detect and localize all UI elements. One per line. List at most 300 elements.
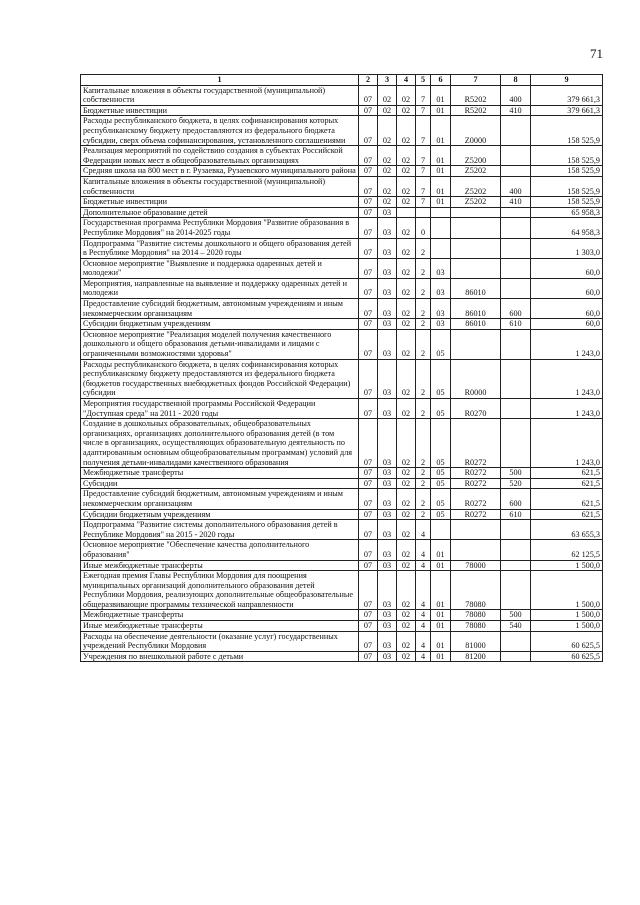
table-row	[81, 105, 603, 116]
activity-code-cell: 01	[431, 560, 451, 571]
amount-cell: 158 525,9	[531, 176, 603, 196]
expense-name-cell: Субсидии	[81, 478, 359, 489]
subprogram-code-cell: 2	[416, 509, 431, 520]
section-code-cell: 07	[359, 207, 378, 218]
subsection-code-cell: 02	[378, 197, 397, 208]
header-cell: 9	[531, 75, 603, 86]
expense-type-code-cell: 400	[501, 85, 531, 105]
subprogram-code-cell: 7	[416, 176, 431, 196]
expense-name-cell: Основное мероприятие "Обеспечение качества дополнительного образования"	[81, 540, 359, 560]
subprogram-code-cell: 2	[416, 478, 431, 489]
expense-name-cell: Мероприятия, направленные на выявление и поддержку одаренных детей и молодежи	[81, 278, 359, 298]
section-code-cell: 07	[359, 218, 378, 238]
subprogram-code-cell: 0	[416, 218, 431, 238]
section-code-cell: 07	[359, 509, 378, 520]
table-row	[81, 329, 603, 359]
section-code-cell: 07	[359, 258, 378, 278]
section-code-cell: 07	[359, 621, 378, 632]
section-code-cell: 07	[359, 176, 378, 196]
activity-code-cell: 05	[431, 359, 451, 398]
direction-code-cell: R0272	[451, 489, 501, 509]
expense-name-cell: Средняя школа на 800 мест в г. Рузаевка, Рузаевского муниципального района	[81, 166, 359, 177]
program-code-cell: 02	[397, 468, 416, 479]
direction-code-cell: 78000	[451, 560, 501, 571]
header-cell: 5	[416, 75, 431, 86]
subsection-code-cell: 03	[378, 651, 397, 662]
direction-code-cell	[451, 258, 501, 278]
subprogram-code-cell: 2	[416, 399, 431, 419]
table-header-row	[81, 75, 603, 86]
direction-code-cell: R0272	[451, 419, 501, 468]
subprogram-code-cell: 7	[416, 197, 431, 208]
table-row	[81, 238, 603, 258]
amount-cell: 621,5	[531, 468, 603, 479]
subsection-code-cell: 03	[378, 319, 397, 330]
direction-code-cell: Z5200	[451, 146, 501, 166]
section-code-cell: 07	[359, 85, 378, 105]
program-code-cell	[397, 207, 416, 218]
program-code-cell: 02	[397, 105, 416, 116]
section-code-cell: 07	[359, 489, 378, 509]
expense-name-cell: Капитальные вложения в объекты государственной (муниципальной) собственности	[81, 85, 359, 105]
amount-cell: 379 661,3	[531, 85, 603, 105]
subsection-code-cell: 03	[378, 218, 397, 238]
subsection-code-cell: 02	[378, 166, 397, 177]
expense-name-cell: Субсидии бюджетным учреждениям	[81, 319, 359, 330]
section-code-cell: 07	[359, 359, 378, 398]
activity-code-cell	[431, 238, 451, 258]
subsection-code-cell: 02	[378, 116, 397, 146]
activity-code-cell: 01	[431, 631, 451, 651]
program-code-cell: 02	[397, 166, 416, 177]
expense-name-cell: Иные межбюджетные трансферты	[81, 621, 359, 632]
subprogram-code-cell: 7	[416, 105, 431, 116]
subprogram-code-cell: 7	[416, 116, 431, 146]
expense-name-cell: Учреждения по внешкольной работе с детьми	[81, 651, 359, 662]
activity-code-cell	[431, 207, 451, 218]
direction-code-cell: 81200	[451, 651, 501, 662]
subprogram-code-cell: 4	[416, 621, 431, 632]
subsection-code-cell: 03	[378, 489, 397, 509]
program-code-cell: 02	[397, 610, 416, 621]
direction-code-cell: 86010	[451, 278, 501, 298]
subsection-code-cell: 03	[378, 278, 397, 298]
amount-cell: 621,5	[531, 509, 603, 520]
subsection-code-cell: 03	[378, 359, 397, 398]
subsection-code-cell: 03	[378, 419, 397, 468]
expense-name-cell: Основное мероприятие "Выявление и поддержка одаренных детей и молодежи"	[81, 258, 359, 278]
table-row	[81, 207, 603, 218]
subsection-code-cell: 02	[378, 105, 397, 116]
header-cell: 3	[378, 75, 397, 86]
table-row	[81, 468, 603, 479]
subsection-code-cell: 03	[378, 207, 397, 218]
amount-cell: 1 243,0	[531, 329, 603, 359]
direction-code-cell: Z5202	[451, 176, 501, 196]
program-code-cell: 02	[397, 419, 416, 468]
table-row	[81, 419, 603, 468]
program-code-cell: 02	[397, 146, 416, 166]
section-code-cell: 07	[359, 610, 378, 621]
subprogram-code-cell: 7	[416, 146, 431, 166]
expense-name-cell: Предоставление субсидий бюджетным, автономным учреждениям и иным некоммерческим организациям	[81, 299, 359, 319]
table-row	[81, 116, 603, 146]
program-code-cell: 02	[397, 329, 416, 359]
subsection-code-cell: 03	[378, 399, 397, 419]
program-code-cell: 02	[397, 116, 416, 146]
direction-code-cell	[451, 218, 501, 238]
subprogram-code-cell: 4	[416, 610, 431, 621]
table-row	[81, 610, 603, 621]
section-code-cell: 07	[359, 468, 378, 479]
subprogram-code-cell: 4	[416, 520, 431, 540]
amount-cell: 1 500,0	[531, 610, 603, 621]
expense-type-code-cell	[501, 359, 531, 398]
direction-code-cell	[451, 540, 501, 560]
section-code-cell: 07	[359, 105, 378, 116]
amount-cell: 60,0	[531, 258, 603, 278]
direction-code-cell	[451, 329, 501, 359]
direction-code-cell: R0270	[451, 399, 501, 419]
subsection-code-cell: 03	[378, 478, 397, 489]
subprogram-code-cell: 4	[416, 651, 431, 662]
expense-name-cell: Подпрограмма "Развитие системы дошкольного и общего образования детей в Республике Мордовия" на 2014 – 2020 годы	[81, 238, 359, 258]
header-cell: 7	[451, 75, 501, 86]
expense-type-code-cell: 500	[501, 468, 531, 479]
table-row	[81, 176, 603, 196]
subprogram-code-cell: 4	[416, 560, 431, 571]
expense-name-cell: Иные межбюджетные трансферты	[81, 560, 359, 571]
amount-cell: 158 525,9	[531, 116, 603, 146]
expense-name-cell: Межбюджетные трансферты	[81, 468, 359, 479]
subprogram-code-cell: 2	[416, 329, 431, 359]
direction-code-cell	[451, 238, 501, 258]
table-row	[81, 489, 603, 509]
expense-type-code-cell: 400	[501, 176, 531, 196]
activity-code-cell: 01	[431, 166, 451, 177]
program-code-cell: 02	[397, 399, 416, 419]
table-row	[81, 258, 603, 278]
expense-type-code-cell: 540	[501, 621, 531, 632]
table-row	[81, 299, 603, 319]
amount-cell: 1 243,0	[531, 359, 603, 398]
subprogram-code-cell: 4	[416, 571, 431, 610]
header-cell: 8	[501, 75, 531, 86]
table-row	[81, 509, 603, 520]
activity-code-cell: 01	[431, 651, 451, 662]
amount-cell: 65 958,3	[531, 207, 603, 218]
amount-cell: 62 125,5	[531, 540, 603, 560]
expense-type-code-cell	[501, 238, 531, 258]
direction-code-cell: Z0000	[451, 116, 501, 146]
expense-name-cell: Бюджетные инвестиции	[81, 105, 359, 116]
expense-type-code-cell: 520	[501, 478, 531, 489]
expense-type-code-cell: 610	[501, 509, 531, 520]
table-row	[81, 319, 603, 330]
direction-code-cell: Z5202	[451, 166, 501, 177]
amount-cell: 1 500,0	[531, 571, 603, 610]
amount-cell: 621,5	[531, 489, 603, 509]
expense-type-code-cell	[501, 278, 531, 298]
amount-cell: 63 655,3	[531, 520, 603, 540]
subsection-code-cell: 03	[378, 621, 397, 632]
table-row	[81, 218, 603, 238]
amount-cell: 60,0	[531, 299, 603, 319]
program-code-cell: 02	[397, 299, 416, 319]
amount-cell: 1 243,0	[531, 399, 603, 419]
expense-type-code-cell	[501, 419, 531, 468]
amount-cell: 1 500,0	[531, 621, 603, 632]
amount-cell: 1 243,0	[531, 419, 603, 468]
direction-code-cell: R0000	[451, 359, 501, 398]
program-code-cell: 02	[397, 571, 416, 610]
expense-type-code-cell	[501, 207, 531, 218]
amount-cell: 621,5	[531, 478, 603, 489]
activity-code-cell: 03	[431, 278, 451, 298]
expense-type-code-cell	[501, 329, 531, 359]
table-row	[81, 560, 603, 571]
section-code-cell: 07	[359, 197, 378, 208]
program-code-cell: 02	[397, 278, 416, 298]
expense-name-cell: Субсидии бюджетным учреждениям	[81, 509, 359, 520]
table-row	[81, 631, 603, 651]
activity-code-cell	[431, 520, 451, 540]
table-row	[81, 85, 603, 105]
program-code-cell: 02	[397, 359, 416, 398]
subsection-code-cell: 02	[378, 85, 397, 105]
subprogram-code-cell: 2	[416, 258, 431, 278]
direction-code-cell: Z5202	[451, 197, 501, 208]
amount-cell: 60 625,5	[531, 631, 603, 651]
subsection-code-cell: 03	[378, 509, 397, 520]
expense-type-code-cell	[501, 651, 531, 662]
expense-type-code-cell	[501, 399, 531, 419]
section-code-cell: 07	[359, 419, 378, 468]
section-code-cell: 07	[359, 540, 378, 560]
direction-code-cell: 78080	[451, 621, 501, 632]
table-row	[81, 478, 603, 489]
expense-name-cell: Государственная программа Республики Мордовия "Развитие образования в Республике Мордовия" на 2014-2025 годы	[81, 218, 359, 238]
amount-cell: 64 958,3	[531, 218, 603, 238]
header-cell: 6	[431, 75, 451, 86]
amount-cell: 158 525,9	[531, 197, 603, 208]
header-cell: 1	[81, 75, 359, 86]
subsection-code-cell: 03	[378, 329, 397, 359]
activity-code-cell: 05	[431, 399, 451, 419]
activity-code-cell: 01	[431, 176, 451, 196]
expense-type-code-cell	[501, 520, 531, 540]
program-code-cell: 02	[397, 258, 416, 278]
budget-table	[80, 74, 603, 662]
subprogram-code-cell: 2	[416, 278, 431, 298]
expense-type-code-cell	[501, 258, 531, 278]
program-code-cell: 02	[397, 319, 416, 330]
direction-code-cell: 86010	[451, 299, 501, 319]
direction-code-cell: R0272	[451, 478, 501, 489]
expense-name-cell: Дополнительное образование детей	[81, 207, 359, 218]
expense-name-cell: Предоставление субсидий бюджетным, автономным учреждениям и иным некоммерческим организациям	[81, 489, 359, 509]
direction-code-cell	[451, 520, 501, 540]
page-number: 71	[590, 46, 603, 61]
activity-code-cell: 03	[431, 258, 451, 278]
subsection-code-cell: 03	[378, 238, 397, 258]
activity-code-cell: 03	[431, 299, 451, 319]
expense-type-code-cell	[501, 631, 531, 651]
program-code-cell: 02	[397, 631, 416, 651]
direction-code-cell: R5202	[451, 105, 501, 116]
expense-name-cell: Основное мероприятие "Реализация моделей получения качественного дошкольного и общего образования детьми-инвалидами и лицами с ограниченными возможностями здоровья"	[81, 329, 359, 359]
program-code-cell: 02	[397, 509, 416, 520]
amount-cell: 60,0	[531, 278, 603, 298]
expense-type-code-cell	[501, 116, 531, 146]
table-row	[81, 621, 603, 632]
expense-name-cell: Ежегодная премия Главы Республики Мордовия для поощрения муниципальных организаций дополнительного образования детей Республики Мордовия, реализующих дополнительные общеобразовательные общеразвивающие программы технической направленности	[81, 571, 359, 610]
amount-cell: 158 525,9	[531, 146, 603, 166]
activity-code-cell: 05	[431, 489, 451, 509]
section-code-cell: 07	[359, 146, 378, 166]
activity-code-cell: 03	[431, 319, 451, 330]
expense-type-code-cell	[501, 166, 531, 177]
subprogram-code-cell: 4	[416, 631, 431, 651]
program-code-cell: 02	[397, 651, 416, 662]
activity-code-cell: 01	[431, 85, 451, 105]
subprogram-code-cell: 7	[416, 85, 431, 105]
subprogram-code-cell: 7	[416, 166, 431, 177]
subsection-code-cell: 03	[378, 571, 397, 610]
program-code-cell: 02	[397, 478, 416, 489]
direction-code-cell	[451, 207, 501, 218]
expense-type-code-cell: 410	[501, 197, 531, 208]
subsection-code-cell: 03	[378, 299, 397, 319]
activity-code-cell: 01	[431, 610, 451, 621]
section-code-cell: 07	[359, 651, 378, 662]
amount-cell: 60,0	[531, 319, 603, 330]
amount-cell: 379 661,3	[531, 105, 603, 116]
expense-type-code-cell	[501, 146, 531, 166]
program-code-cell: 02	[397, 520, 416, 540]
table-row	[81, 571, 603, 610]
expense-name-cell: Капитальные вложения в объекты государственной (муниципальной) собственности	[81, 176, 359, 196]
subprogram-code-cell: 2	[416, 299, 431, 319]
subprogram-code-cell: 2	[416, 238, 431, 258]
expense-type-code-cell: 600	[501, 299, 531, 319]
subsection-code-cell: 03	[378, 520, 397, 540]
amount-cell: 1 303,0	[531, 238, 603, 258]
expense-type-code-cell	[501, 560, 531, 571]
subprogram-code-cell	[416, 207, 431, 218]
activity-code-cell: 01	[431, 621, 451, 632]
table-row	[81, 197, 603, 208]
table-row	[81, 520, 603, 540]
table-row	[81, 399, 603, 419]
section-code-cell: 07	[359, 560, 378, 571]
program-code-cell: 02	[397, 176, 416, 196]
direction-code-cell: R0272	[451, 468, 501, 479]
expense-type-code-cell: 410	[501, 105, 531, 116]
section-code-cell: 07	[359, 520, 378, 540]
expense-type-code-cell	[501, 218, 531, 238]
table-row	[81, 540, 603, 560]
direction-code-cell: 81000	[451, 631, 501, 651]
section-code-cell: 07	[359, 319, 378, 330]
program-code-cell: 02	[397, 540, 416, 560]
subprogram-code-cell: 2	[416, 489, 431, 509]
section-code-cell: 07	[359, 166, 378, 177]
expense-type-code-cell: 500	[501, 610, 531, 621]
section-code-cell: 07	[359, 399, 378, 419]
expense-type-code-cell	[501, 571, 531, 610]
activity-code-cell: 01	[431, 540, 451, 560]
program-code-cell: 02	[397, 621, 416, 632]
activity-code-cell: 01	[431, 146, 451, 166]
section-code-cell: 07	[359, 478, 378, 489]
program-code-cell: 02	[397, 560, 416, 571]
expense-name-cell: Межбюджетные трансферты	[81, 610, 359, 621]
table-row	[81, 359, 603, 398]
subsection-code-cell: 03	[378, 540, 397, 560]
direction-code-cell: 78080	[451, 571, 501, 610]
activity-code-cell: 05	[431, 329, 451, 359]
activity-code-cell: 01	[431, 197, 451, 208]
section-code-cell: 07	[359, 238, 378, 258]
amount-cell: 158 525,9	[531, 166, 603, 177]
program-code-cell: 02	[397, 218, 416, 238]
amount-cell: 60 625,5	[531, 651, 603, 662]
section-code-cell: 07	[359, 116, 378, 146]
activity-code-cell: 01	[431, 571, 451, 610]
expense-name-cell: Подпрограмма "Развитие системы дополнительного образования детей в Республике Мордовия" на 2015 - 2020 годы	[81, 520, 359, 540]
section-code-cell: 07	[359, 571, 378, 610]
direction-code-cell: 78080	[451, 610, 501, 621]
subsection-code-cell: 03	[378, 610, 397, 621]
expense-name-cell: Реализация мероприятий по содействию создания в субъектах Российской Федерации новых мест в общеобразовательных организациях	[81, 146, 359, 166]
activity-code-cell: 05	[431, 419, 451, 468]
section-code-cell: 07	[359, 631, 378, 651]
section-code-cell: 07	[359, 329, 378, 359]
subprogram-code-cell: 2	[416, 359, 431, 398]
expense-name-cell: Расходы на обеспечение деятельности (оказание услуг) государственных учреждений Республики Мордовия	[81, 631, 359, 651]
program-code-cell: 02	[397, 238, 416, 258]
section-code-cell: 07	[359, 299, 378, 319]
direction-code-cell: 86010	[451, 319, 501, 330]
table-row	[81, 146, 603, 166]
activity-code-cell: 01	[431, 105, 451, 116]
subprogram-code-cell: 4	[416, 540, 431, 560]
table-row	[81, 278, 603, 298]
activity-code-cell: 05	[431, 509, 451, 520]
expense-name-cell: Расходы республиканского бюджета, в целях софинансирования которых республиканскому бюджету предоставляются из федерального бюджета (бюджетов государственных внебюджетных фондов Российской Федерации) субсидии	[81, 359, 359, 398]
subprogram-code-cell: 2	[416, 468, 431, 479]
program-code-cell: 02	[397, 85, 416, 105]
expense-name-cell: Мероприятия государственной программы Российской Федерации "Доступная среда" на 2011 - 2020 годы	[81, 399, 359, 419]
subsection-code-cell: 03	[378, 258, 397, 278]
direction-code-cell: R0272	[451, 509, 501, 520]
subsection-code-cell: 02	[378, 176, 397, 196]
program-code-cell: 02	[397, 489, 416, 509]
direction-code-cell: R5202	[451, 85, 501, 105]
subsection-code-cell: 03	[378, 560, 397, 571]
expense-name-cell: Бюджетные инвестиции	[81, 197, 359, 208]
header-cell: 2	[359, 75, 378, 86]
activity-code-cell: 05	[431, 478, 451, 489]
activity-code-cell: 01	[431, 116, 451, 146]
subsection-code-cell: 02	[378, 146, 397, 166]
subprogram-code-cell: 2	[416, 419, 431, 468]
program-code-cell: 02	[397, 197, 416, 208]
expense-type-code-cell	[501, 540, 531, 560]
subsection-code-cell: 03	[378, 468, 397, 479]
header-cell: 4	[397, 75, 416, 86]
